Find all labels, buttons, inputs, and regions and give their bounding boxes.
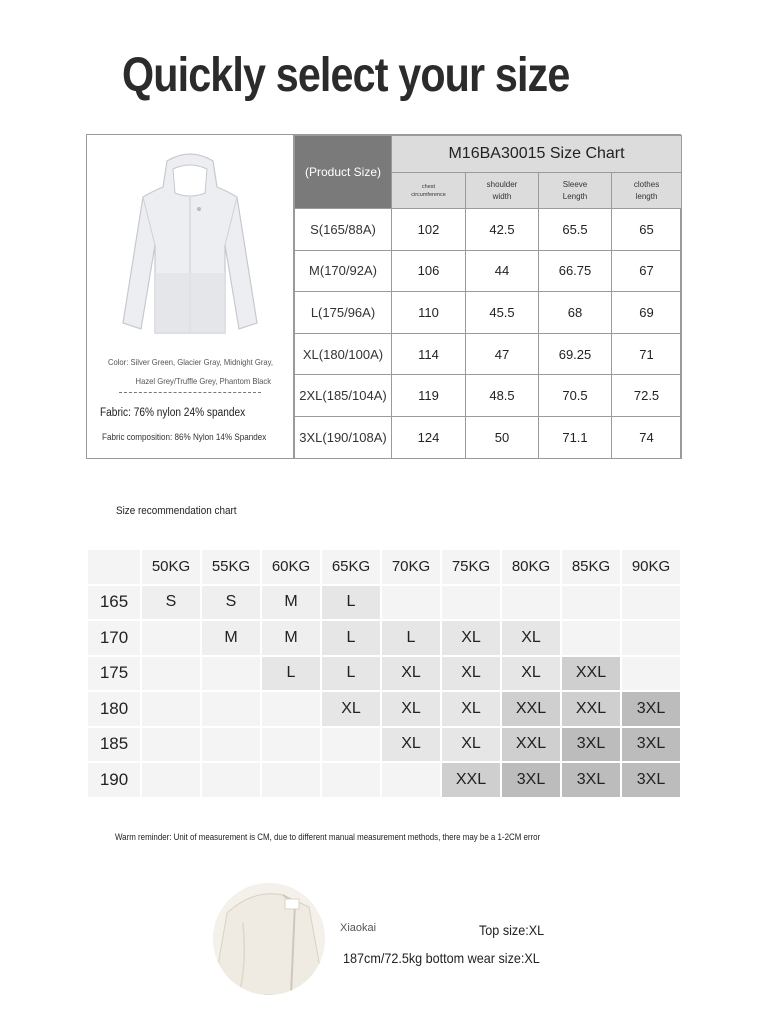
height-header-cell: 185 [88, 728, 140, 762]
size-chart-col-header [539, 173, 612, 209]
measurement-cell: 45.5 [466, 292, 539, 334]
measurement-cell: 65.5 [539, 209, 612, 251]
recommended-size-cell: 3XL [622, 728, 680, 762]
recommended-size-cell: L [322, 621, 380, 655]
recommendation-table [86, 548, 682, 799]
weight-header-cell: 85KG [562, 550, 620, 584]
fabric-composition: Fabric composition: 86% Nylon 14% Spandex [102, 432, 267, 442]
divider [119, 392, 261, 393]
color-options-line2: Hazel Grey/Truffle Grey, Phantom Black [135, 376, 272, 386]
recommended-size-cell [202, 728, 260, 762]
page-title: Quickly select your size [122, 49, 570, 102]
size-label-cell: 3XL(190/108A) [295, 416, 392, 458]
recommended-size-cell [202, 692, 260, 726]
weight-header-cell: 70KG [382, 550, 440, 584]
corner-cell [88, 550, 140, 584]
recommended-size-cell [502, 586, 560, 620]
recommended-size-cell: XXL [562, 657, 620, 691]
recommended-size-cell: L [322, 657, 380, 691]
height-row [88, 763, 680, 797]
height-header-cell: 175 [88, 657, 140, 691]
col-header-line1: shoulder [486, 179, 518, 189]
size-chart-col-header [392, 173, 466, 209]
size-chart-row [295, 250, 682, 292]
size-chart-table [294, 135, 682, 459]
size-chart-title: M16BA30015 Size Chart [392, 136, 682, 173]
size-label-cell: L(175/96A) [295, 292, 392, 334]
product-size-header: (Product Size) [295, 136, 392, 209]
recommended-size-cell: 3XL [562, 728, 620, 762]
measurement-cell: 66.75 [539, 250, 612, 292]
recommended-size-cell: S [142, 586, 200, 620]
recommended-size-cell: M [262, 586, 320, 620]
weight-header-row [88, 550, 680, 584]
recommended-size-cell [142, 728, 200, 762]
product-panel [87, 135, 294, 458]
height-header-cell: 170 [88, 621, 140, 655]
col-header-line2: width [492, 191, 512, 201]
recommended-size-cell: XXL [562, 692, 620, 726]
recommended-size-cell: XXL [442, 763, 500, 797]
model-body-info: 187cm/72.5kg bottom wear size:XL [343, 950, 540, 966]
height-header-cell: 190 [88, 763, 140, 797]
measurement-cell: 71.1 [539, 416, 612, 458]
recommended-size-cell: M [262, 621, 320, 655]
recommended-size-cell [142, 657, 200, 691]
weight-header-cell: 75KG [442, 550, 500, 584]
model-photo [213, 883, 325, 995]
measurement-cell: 114 [392, 333, 466, 375]
recommended-size-cell [262, 728, 320, 762]
recommended-size-cell [142, 763, 200, 797]
measurement-cell: 119 [392, 375, 466, 417]
weight-header-cell: 80KG [502, 550, 560, 584]
weight-header-cell: 65KG [322, 550, 380, 584]
model-top-size: Top size:XL [479, 922, 545, 938]
height-row [88, 586, 680, 620]
measurement-cell: 106 [392, 250, 466, 292]
recommended-size-cell: 3XL [622, 692, 680, 726]
recommended-size-cell [202, 657, 260, 691]
weight-header-cell: 90KG [622, 550, 680, 584]
col-header-line2: Length [562, 191, 588, 201]
recommended-size-cell: XXL [502, 728, 560, 762]
weight-header-cell: 50KG [142, 550, 200, 584]
recommended-size-cell: 3XL [562, 763, 620, 797]
measurement-reminder: Warm reminder: Unit of measurement is CM, due to different manual measurement methods, there may be a 1-2CM error [115, 832, 541, 842]
recommended-size-cell [562, 586, 620, 620]
recommended-size-cell: XL [442, 728, 500, 762]
recommended-size-cell [562, 621, 620, 655]
recommended-size-cell [322, 728, 380, 762]
size-chart-col-header [466, 173, 539, 209]
recommended-size-cell: XXL [502, 692, 560, 726]
recommended-size-cell [322, 763, 380, 797]
measurement-cell: 65 [612, 209, 682, 251]
color-options-line1: Color: Silver Green, Glacier Gray, Midnight Gray, [107, 357, 274, 367]
height-header-cell: 180 [88, 692, 140, 726]
size-label-cell: XL(180/100A) [295, 333, 392, 375]
measurement-cell: 50 [466, 416, 539, 458]
measurement-cell: 69.25 [539, 333, 612, 375]
recommendation-label: Size recommendation chart [116, 505, 237, 517]
recommended-size-cell: L [322, 586, 380, 620]
measurement-cell: 124 [392, 416, 466, 458]
recommended-size-cell: XL [442, 692, 500, 726]
recommended-size-cell: 3XL [502, 763, 560, 797]
fabric-info: Fabric: 76% nylon 24% spandex [100, 407, 246, 419]
measurement-cell: 67 [612, 250, 682, 292]
col-header-line1: chest [421, 183, 436, 190]
recommended-size-cell: XL [322, 692, 380, 726]
recommended-size-cell [622, 657, 680, 691]
height-header-cell: 165 [88, 586, 140, 620]
recommended-size-cell: XL [502, 621, 560, 655]
size-chart-row [295, 416, 682, 458]
recommended-size-cell [442, 586, 500, 620]
recommended-size-cell: 3XL [622, 763, 680, 797]
size-label-cell: 2XL(185/104A) [295, 375, 392, 417]
measurement-cell: 72.5 [612, 375, 682, 417]
measurement-cell: 42.5 [466, 209, 539, 251]
size-chart-row [295, 375, 682, 417]
recommended-size-cell [622, 621, 680, 655]
weight-header-cell: 60KG [262, 550, 320, 584]
size-chart-block [86, 134, 681, 459]
measurement-cell: 68 [539, 292, 612, 334]
recommended-size-cell: XL [382, 692, 440, 726]
recommended-size-cell [382, 586, 440, 620]
size-chart-row [295, 292, 682, 334]
measurement-cell: 44 [466, 250, 539, 292]
measurement-cell: 69 [612, 292, 682, 334]
recommended-size-cell: L [382, 621, 440, 655]
measurement-cell: 110 [392, 292, 466, 334]
recommended-size-cell [622, 586, 680, 620]
jacket-image [115, 153, 265, 341]
recommended-size-cell: L [262, 657, 320, 691]
recommended-size-cell [142, 692, 200, 726]
recommended-size-cell [262, 763, 320, 797]
measurement-cell: 74 [612, 416, 682, 458]
size-chart-row [295, 209, 682, 251]
size-label-cell: S(165/88A) [295, 209, 392, 251]
measurement-cell: 102 [392, 209, 466, 251]
recommended-size-cell: XL [442, 621, 500, 655]
recommended-size-cell: XL [502, 657, 560, 691]
col-header-line1: clothes [633, 179, 660, 189]
measurement-cell: 47 [466, 333, 539, 375]
col-header-line1: Sleeve [562, 179, 588, 189]
recommended-size-cell [202, 763, 260, 797]
weight-header-cell: 55KG [202, 550, 260, 584]
measurement-cell: 70.5 [539, 375, 612, 417]
measurement-cell: 71 [612, 333, 682, 375]
col-header-line2: length [635, 191, 658, 201]
recommended-size-cell [382, 763, 440, 797]
height-row [88, 692, 680, 726]
recommended-size-cell: XL [382, 657, 440, 691]
recommended-size-cell: XL [442, 657, 500, 691]
measurement-cell: 48.5 [466, 375, 539, 417]
size-chart-row [295, 333, 682, 375]
size-label-cell: M(170/92A) [295, 250, 392, 292]
recommended-size-cell: XL [382, 728, 440, 762]
height-row [88, 621, 680, 655]
recommended-size-cell: M [202, 621, 260, 655]
recommended-size-cell [142, 621, 200, 655]
height-row [88, 728, 680, 762]
size-chart-col-header [612, 173, 682, 209]
height-row [88, 657, 680, 691]
recommended-size-cell: S [202, 586, 260, 620]
model-name: Xiaokai [340, 922, 377, 934]
col-header-line2: circumference [411, 191, 446, 198]
recommended-size-cell [262, 692, 320, 726]
